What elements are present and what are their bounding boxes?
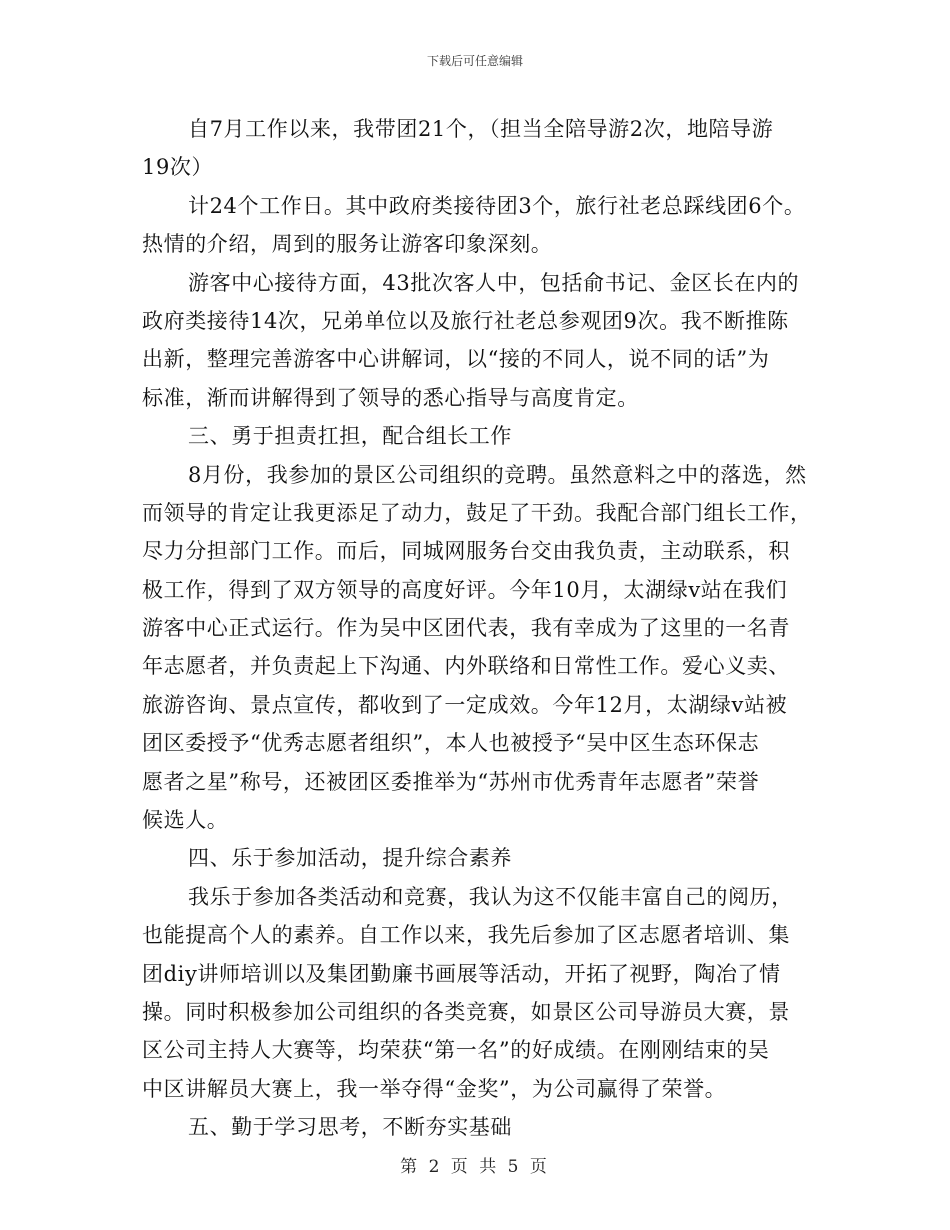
text-line: 19次） <box>142 155 214 180</box>
text-line: 愿者之星”称号，还被团区委推举为“苏州市优秀青年志愿者”荣誉 <box>142 769 760 794</box>
text-line: 我乐于参加各类活动和竞赛，我认为这不仅能丰富自己的阅历， <box>188 884 793 909</box>
text-line: 五、勤于学习思考，不断夯实基础 <box>188 1115 512 1140</box>
text-line: 旅游咨询、景点宣传，都收到了一定成效。今年12月，太湖绿v站被 <box>142 692 788 717</box>
text-line: 团diy讲师培训以及集团勤廉书画展等活动，开拓了视野，陶冶了情 <box>142 961 781 986</box>
text-line: 政府类接待14次，兄弟单位以及旅行社老总参观团9次。我不断推陈 <box>142 308 789 333</box>
document-body <box>142 110 812 1147</box>
text-line: 候选人。 <box>142 808 229 833</box>
page-footer: 第 2 页 共 5 页 <box>400 1157 550 1177</box>
text-line: 操。同时积极参加公司组织的各类竞赛，如景区公司导游员大赛，景 <box>142 999 790 1024</box>
page-header: 下载后可任意编辑 <box>426 54 523 68</box>
text-line: 四、乐于参加活动，提升综合素养 <box>188 846 512 871</box>
text-line: 极工作，得到了双方领导的高度好评。今年10月，太湖绿v站在我们 <box>142 577 788 602</box>
text-line: 自7月工作以来，我带团21个，（担当全陪导游2次，地陪导游 <box>188 117 774 141</box>
text-line: 区公司主持人大赛等，均荣获“第一名”的好成绩。在刚刚结束的吴 <box>142 1038 770 1063</box>
text-line: 标准，渐而讲解得到了领导的悉心指导与高度肯定。 <box>142 385 639 410</box>
text-line: 游客中心正式运行。作为吴中区团代表，我有幸成为了这里的一名青 <box>142 616 790 641</box>
text-line: 8月份，我参加的景区公司组织的竞聘。虽然意料之中的落选，然 <box>188 462 807 487</box>
text-line: 三、勇于担责扛担，配合组长工作 <box>188 424 512 449</box>
text-line: 计24个工作日。其中政府类接待团3个，旅行社老总踩线团6个。 <box>188 193 806 218</box>
text-line: 团区委授予“优秀志愿者组织”，本人也被授予“吴中区生态环保志 <box>142 731 760 756</box>
text-line: 热情的介绍，周到的服务让游客印象深刻。 <box>142 232 553 257</box>
text-line: 尽力分担部门工作。而后，同城网服务台交由我负责，主动联系，积 <box>142 539 790 564</box>
text-line: 中区讲解员大赛上，我一举夺得“金奖”，为公司赢得了荣誉。 <box>142 1076 727 1101</box>
text-line: 也能提高个人的素养。自工作以来，我先后参加了区志愿者培训、集 <box>142 923 790 948</box>
text-line: 出新，整理完善游客中心讲解词，以“接的不同人，说不同的话”为 <box>142 347 770 372</box>
text-line: 而领导的肯定让我更添足了动力，鼓足了干劲。我配合部门组长工作， <box>142 500 812 525</box>
text-line: 游客中心接待方面，43批次客人中，包括俞书记、金区长在内的 <box>188 270 800 295</box>
text-line: 年志愿者，并负责起上下沟通、内外联络和日常性工作。爱心义卖、 <box>142 654 790 679</box>
